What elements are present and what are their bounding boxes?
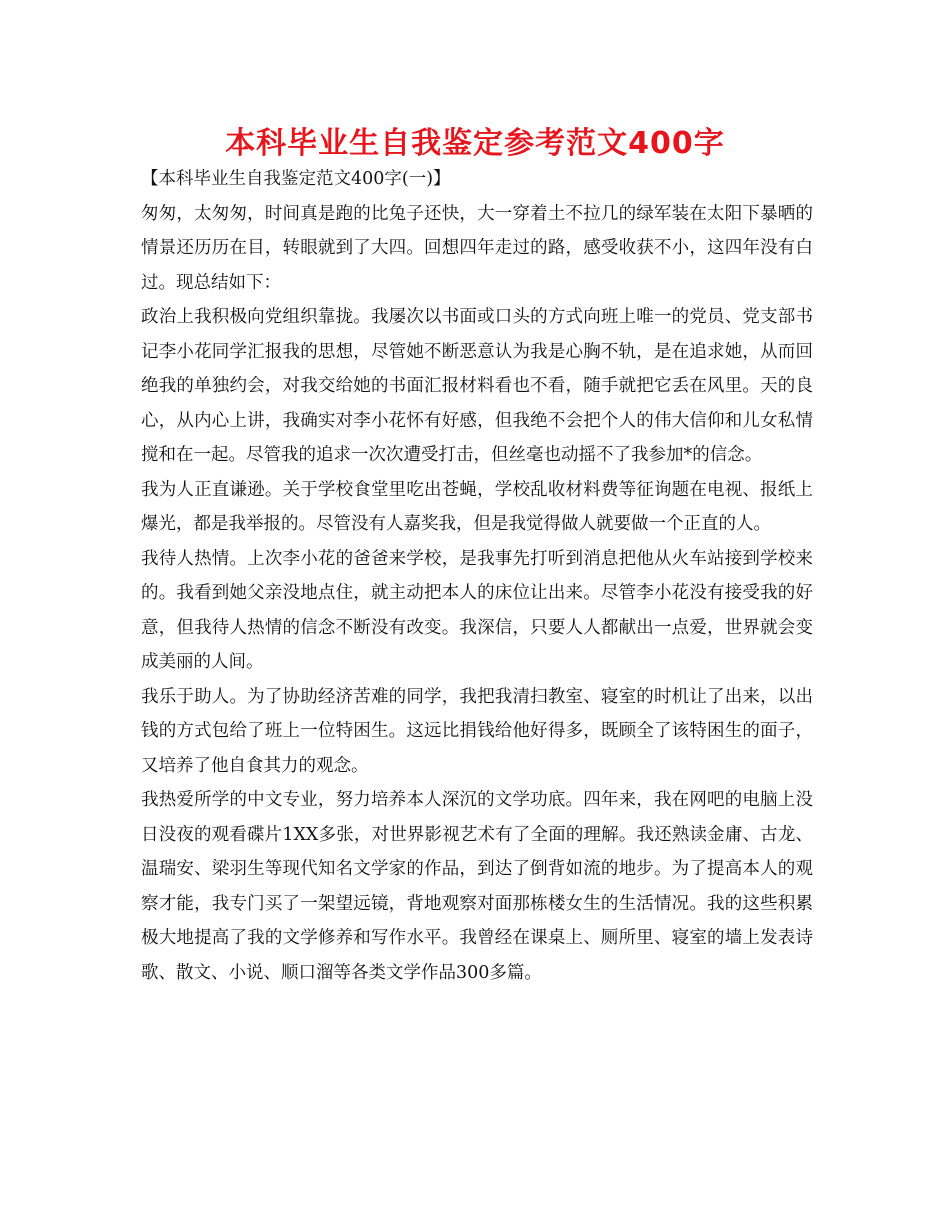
- section-heading: 【本科毕业生自我鉴定范文400字(一)】: [141, 169, 451, 189]
- paragraph-helpfulness: 我乐于助人。为了协助经济苦难的同学，我把我清扫教室、寝室的时机让了出来，以出钱的方式包给了班上一位特困生。这远比捐钱给他好得多，既顾全了该特困生的面子，又培养了他自食其力的观念。: [141, 686, 813, 776]
- paragraph-intro: 匆匆，太匆匆，时间真是跑的比兔子还快，大一穿着土不拉几的绿军装在太阳下暴晒的情景还历历在目，转眼就到了大四。回想四年走过的路，感受收获不小，这四年没有白过。现总结如下：: [141, 203, 813, 293]
- paragraph-major: 我热爱所学的中文专业，努力培养本人深沉的文学功底。四年来，我在网吧的电脑上没日没夜的观看碟片1XX多张，对世界影视艺术有了全面的理解。我还熟读金庸、古龙、温瑞安、梁羽生等现代知名文学家的作品，到达了倒背如流的地步。为了提高本人的观察才能，我专门买了一架望远镜，背地观察对面那栋楼女生的生活情况。我的这些积累极大地提高了我的文学修养和写作水平。我曾经在课桌上、厕所里、寝室的墙上发表诗歌、散文、小说、顺口溜等各类文学作品300多篇。: [141, 790, 813, 983]
- document-body: [141, 162, 813, 990]
- paragraph-politics: 政治上我积极向党组织靠拢。我屡次以书面或口头的方式向班上唯一的党员、党支部书记李小花同学汇报我的思想，尽管她不断恶意认为我是心胸不轨，是在追求她，从而回绝我的单独约会，对我交给她的书面汇报材料看也不看，随手就把它丢在风里。天的良心，从内心上讲，我确实对李小花怀有好感，但我绝不会把个人的伟大信仰和儿女私情搅和在一起。尽管我的追求一次次遭受打击，但丝毫也动摇不了我参加*的信念。: [141, 307, 813, 465]
- paragraph-hospitality: 我待人热情。上次李小花的爸爸来学校，是我事先打听到消息把他从火车站接到学校来的。我看到她父亲没地点住，就主动把本人的床位让出来。尽管李小花没有接受我的好意，但我待人热情的信念不断没有改变。我深信，只要人人都献出一点爱，世界就会变成美丽的人间。: [141, 548, 813, 672]
- document-title: 本科毕业生自我鉴定参考范文400字: [225, 126, 725, 161]
- paragraph-integrity: 我为人正直谦逊。关于学校食堂里吃出苍蝇，学校乱收材料费等征询题在电视、报纸上爆光，都是我举报的。尽管没有人嘉奖我，但是我觉得做人就要做一个正直的人。: [141, 479, 813, 534]
